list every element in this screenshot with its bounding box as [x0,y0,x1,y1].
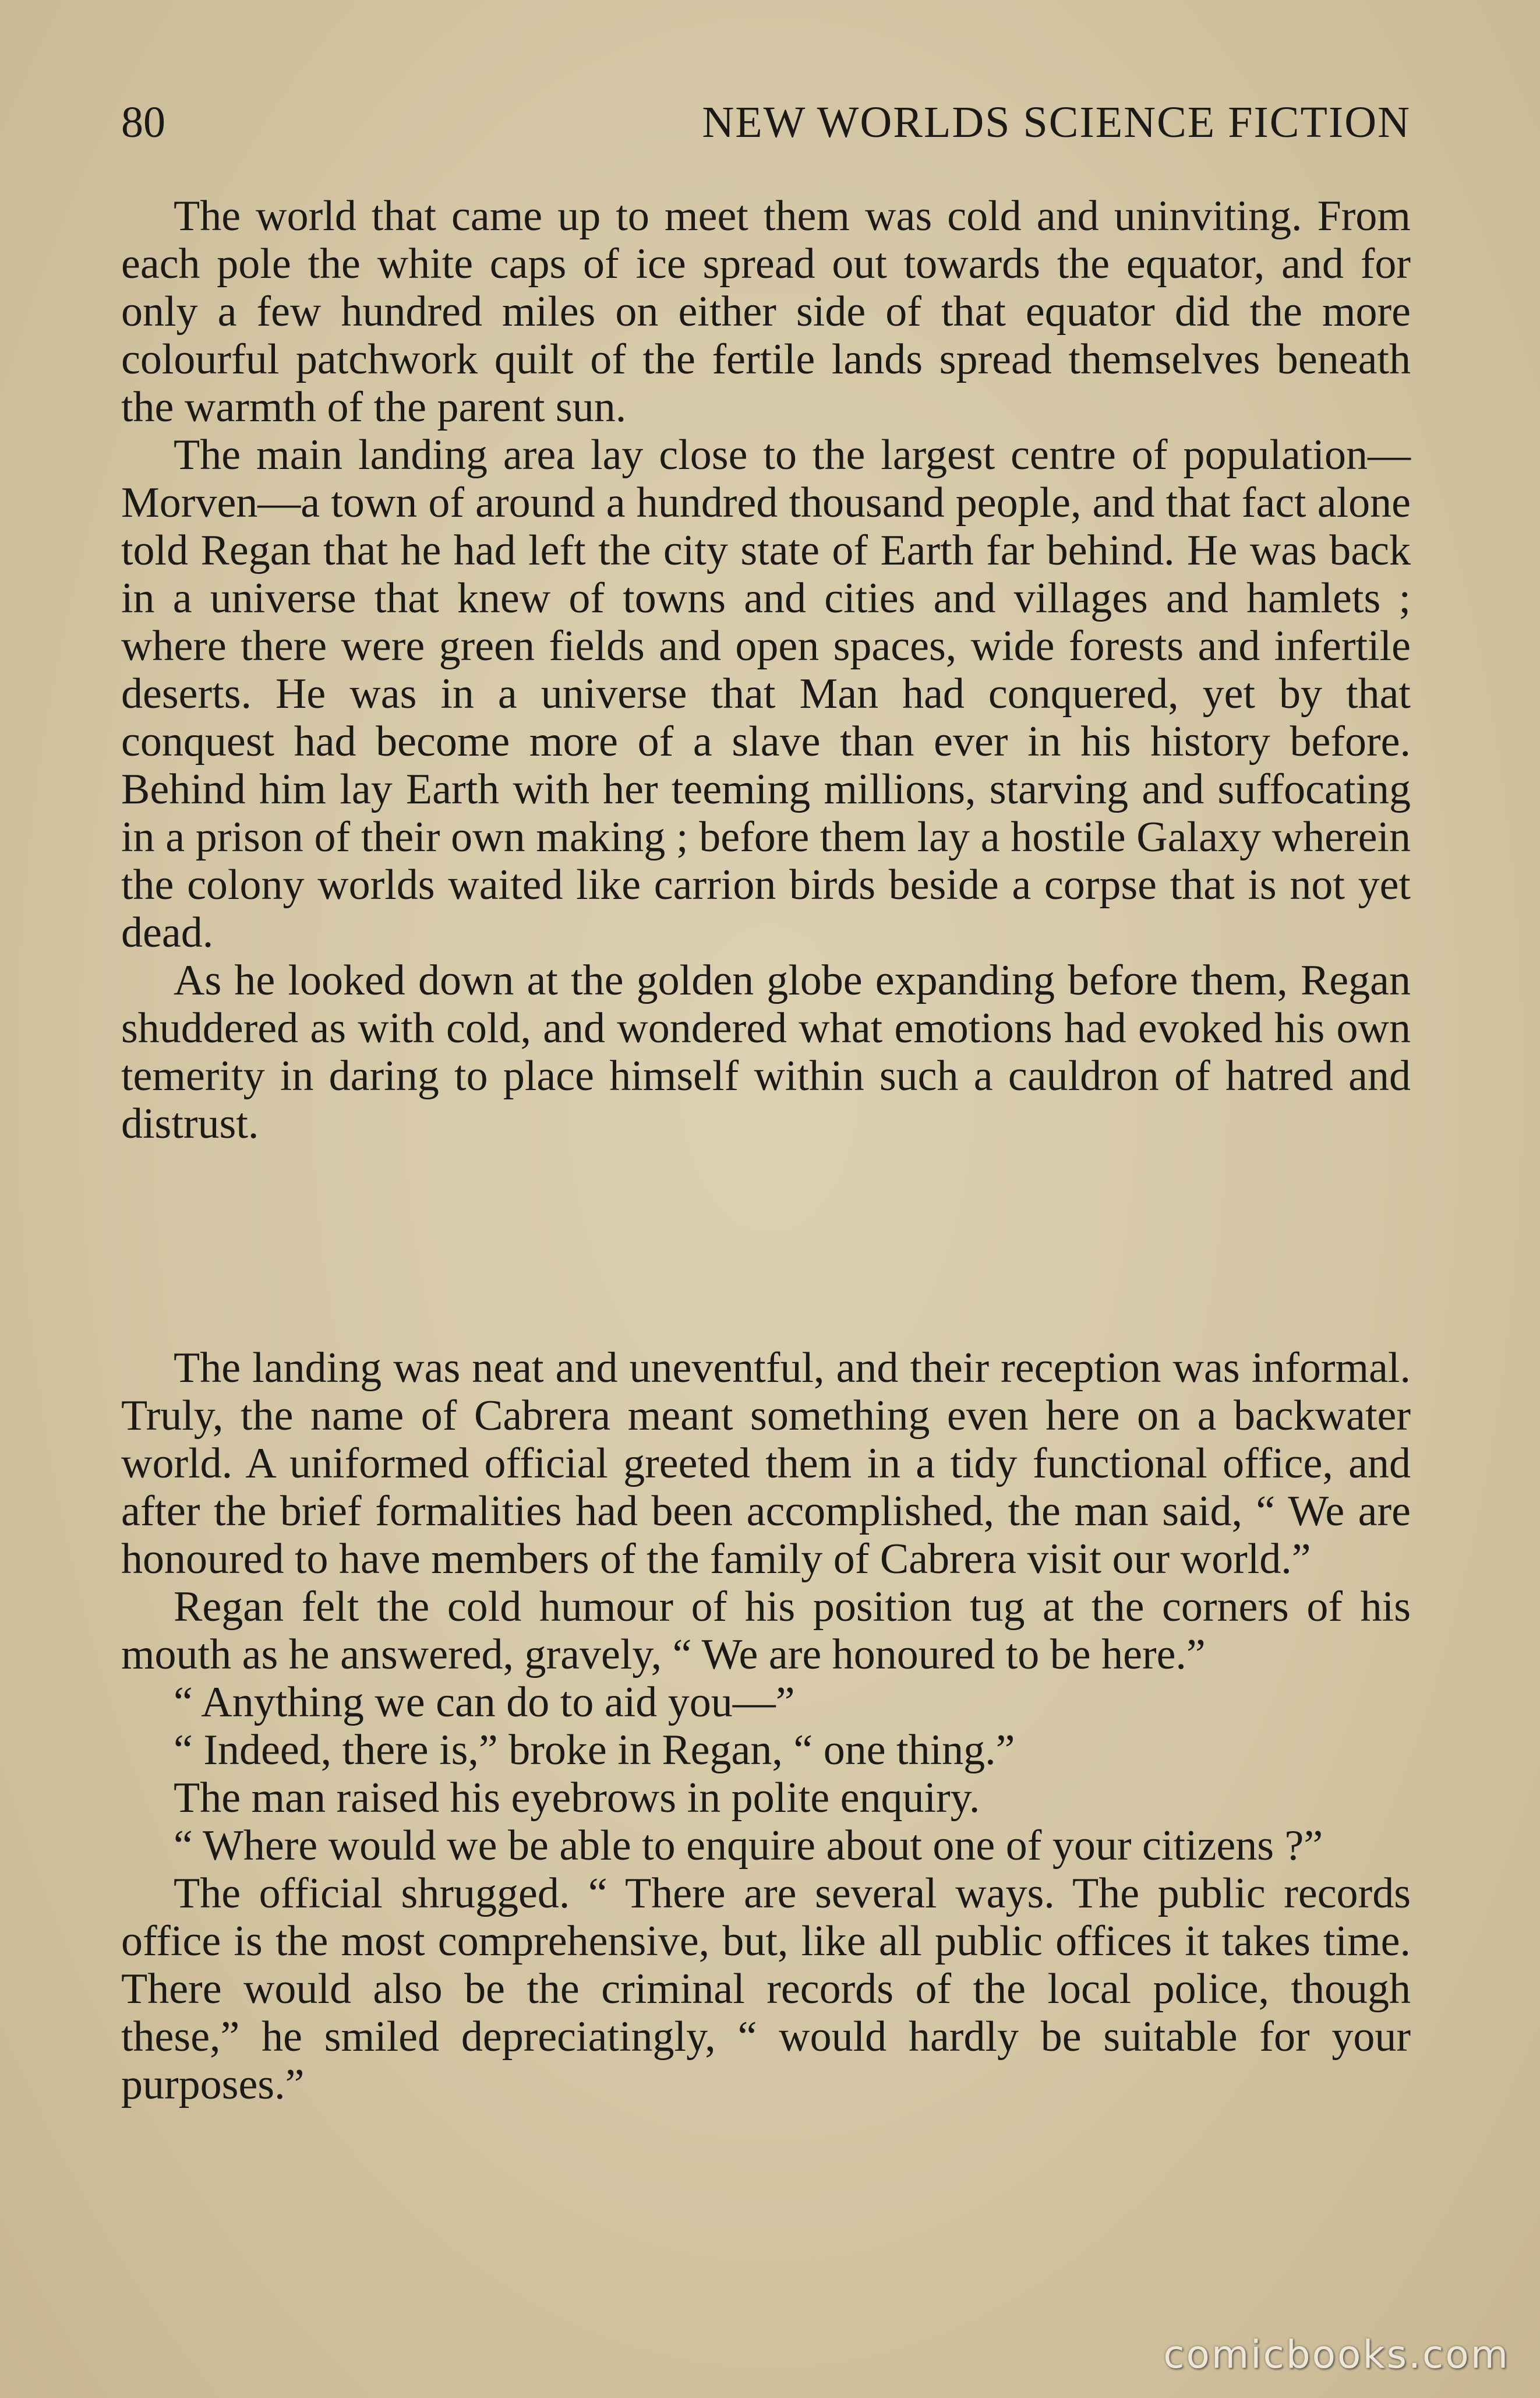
paragraph: The main landing area lay close to the largest centre of population—Morven—a town of around a hundred thousand people, and that fact alone told Regan that he had left the city state of Earth far behind. He was back in a universe that knew of towns and cities and villages and hamlets ; where there were green fields and open spaces, wide forests and infertile deserts. He was in a universe that Man had conquered, yet by that conquest had become more of a slave than ever in his history before. Behind him lay Earth with her teeming millions, starving and suffocating in a prison of their own making ; before them lay a hostile Galaxy wherein the colony worlds waited like carrion birds beside a corpse that is not yet dead. [121,431,1411,957]
paragraph: The official shrugged. “ There are several ways. The public records office is the most comprehensive, but, like all public offices it takes time. There would also be the criminal records of the local police, though these,” he smiled depreciatingly, “ would hardly be suitable for your purposes.” [121,1870,1411,2108]
paragraph: “ Where would we be able to enquire about one of your citizens ?” [174,1822,1323,1870]
paragraph: “ Anything we can do to aid you—” [174,1678,795,1726]
page-number: 80 [121,98,165,147]
watermark: comicbooks.com [1163,2332,1510,2377]
paragraph: The landing was neat and uneventful, and their reception was informal. Truly, the name of Cabrera meant something even here on a backwater world. A uniformed official greeted them in a tidy functional office, and after the brief formalities had been accomplished, the man said, “ We are honoured to have members of the family of Cabrera visit our world.” [121,1344,1411,1583]
paragraph: “ Indeed, there is,” broke in Regan, “ one thing.” [174,1726,1015,1774]
page-header [121,90,1411,154]
paragraph: Regan felt the cold humour of his position tug at the corners of his mouth as he answered, gravely, “ We are honoured to be here.” [121,1583,1411,1678]
paragraph: The man raised his eyebrows in polite enquiry. [174,1774,980,1822]
text-block-2 [121,1344,1411,2108]
paragraph: The world that came up to meet them was cold and uninviting. From each pole the white caps of ice spread out towards the equator, and for only a few hundred miles on either side of that equator did the more colourful patchwork quilt of the fertile lands spread themselves beneath the warmth of the parent sun. [121,192,1411,431]
paragraph: As he looked down at the golden globe expanding before them, Regan shuddered as with cold, and wondered what emotions had evoked his own temerity in daring to place himself within such a cauldron of hatred and distrust. [121,957,1411,1148]
running-title: NEW WORLDS SCIENCE FICTION [702,98,1411,147]
text-block-1 [121,192,1411,1148]
